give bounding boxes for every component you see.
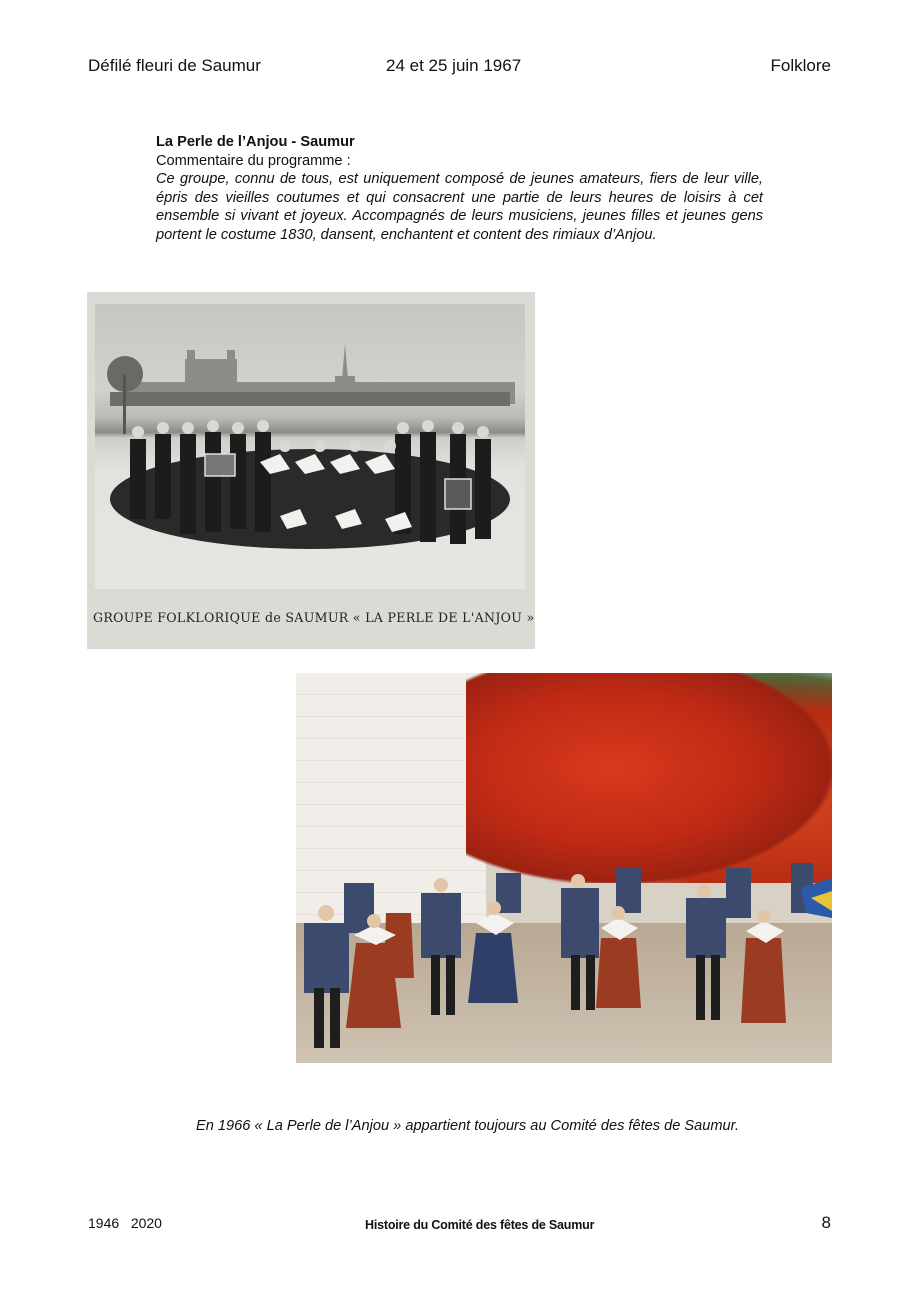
- footer-title: Histoire du Comité des fêtes de Saumur: [365, 1218, 595, 1232]
- article-body: Ce groupe, connu de tous, est uniquement composé de jeunes amateurs, fiers de leur ville, épris des vieilles coutumes et qui consacrent une partie de leurs heures de loisirs à cet ensemble si vivant et joyeux. Accompagnés de leurs musiciens, jeunes filles et jeunes gens portent le costume 1830, dansent, enchantent et content des rimiaux d’Anjou.: [156, 171, 763, 243]
- page-number: 8: [821, 1213, 831, 1232]
- dancers-illustration: [296, 673, 832, 1063]
- footer-years: 1946 2020: [88, 1215, 162, 1231]
- article-title: La Perle de l’Anjou - Saumur: [156, 134, 355, 150]
- article: [156, 133, 763, 244]
- header-section: Folklore: [770, 56, 831, 75]
- article-subtitle: Commentaire du programme :: [156, 152, 351, 169]
- postcard-image: [95, 304, 525, 589]
- postcard-photo-bw: [87, 292, 535, 649]
- postcard-caption: GROUPE FOLKLORIQUE de SAUMUR « LA PERLE DE L'ANJOU »: [93, 610, 535, 625]
- group-photo-illustration: [95, 304, 525, 589]
- photo-caption: En 1966 « La Perle de l’Anjou » appartient toujours au Comité des fêtes de Saumur.: [196, 1118, 740, 1134]
- color-group-photo: [296, 673, 832, 1063]
- header-left-title: Défilé fleuri de Saumur: [88, 56, 261, 75]
- header-date: 24 et 25 juin 1967: [386, 56, 522, 75]
